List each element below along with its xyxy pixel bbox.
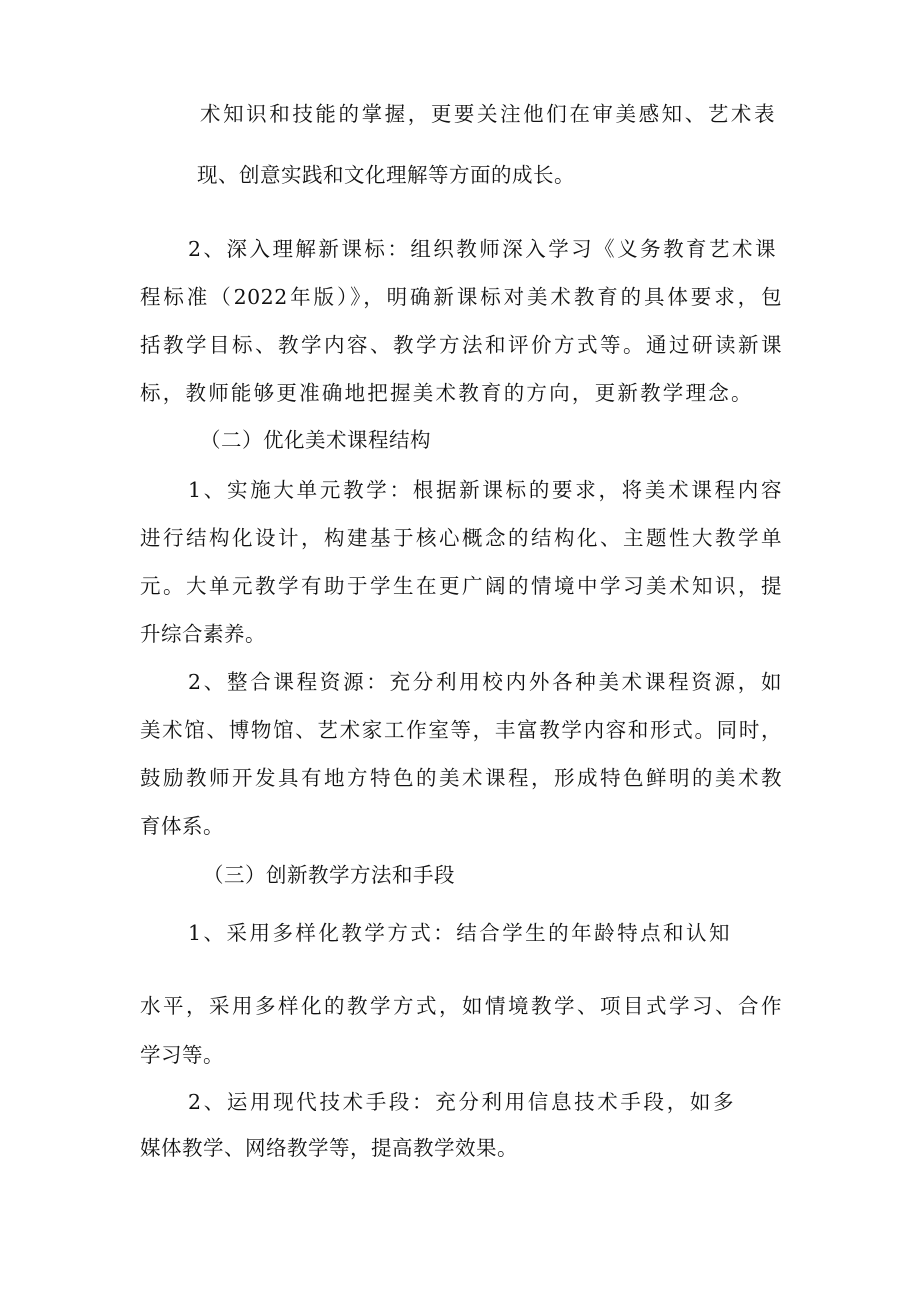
paragraph-line: 升综合素养。 — [140, 622, 266, 646]
paragraph-line: 程标准（2022年版）》，明确新课标对美术教育的具体要求，包 — [140, 285, 782, 309]
paragraph-line: 水平，采用多样化的教学方式，如情境教学、项目式学习、合作 — [140, 994, 782, 1018]
paragraph-line: 现、创意实践和文化理解等方面的成长。 — [197, 163, 575, 187]
paragraph-line: 2、整合课程资源：充分利用校内外各种美术课程资源，如 — [188, 670, 782, 694]
paragraph-line: 学习等。 — [140, 1043, 224, 1067]
paragraph-line: 媒体教学、网络教学等，提高教学效果。 — [140, 1136, 518, 1160]
paragraph-line: 括教学目标、教学内容、教学方法和评价方式等。通过研读新课 — [140, 333, 782, 357]
paragraph-line: 鼓励教师开发具有地方特色的美术课程，形成特色鲜明的美术教 — [140, 766, 782, 790]
section-heading: （三）创新教学方法和手段 — [203, 863, 455, 887]
paragraph-line: 术知识和技能的掌握，更要关注他们在审美感知、艺术表 — [200, 102, 775, 126]
paragraph-line: 1、采用多样化教学方式：结合学生的年龄特点和认知 — [188, 921, 730, 945]
paragraph-line: 美术馆、博物馆、艺术家工作室等，丰富教学内容和形式。同时， — [140, 718, 782, 742]
paragraph-line: 育体系。 — [140, 814, 224, 838]
paragraph-line: 标，教师能够更准确地把握美术教育的方向，更新教学理念。 — [140, 381, 752, 405]
section-heading: （二）优化美术课程结构 — [200, 428, 431, 452]
paragraph-line: 1、实施大单元教学：根据新课标的要求，将美术课程内容 — [188, 478, 782, 502]
paragraph-line: 2、深入理解新课标：组织教师深入学习《义务教育艺术课 — [188, 237, 776, 261]
paragraph-line: 进行结构化设计，构建基于核心概念的结构化、主题性大教学单 — [140, 526, 782, 550]
paragraph-line: 元。大单元教学有助于学生在更广阔的情境中学习美术知识，提 — [140, 574, 782, 598]
paragraph-line: 2、运用现代技术手段：充分利用信息技术手段，如多 — [188, 1090, 734, 1114]
